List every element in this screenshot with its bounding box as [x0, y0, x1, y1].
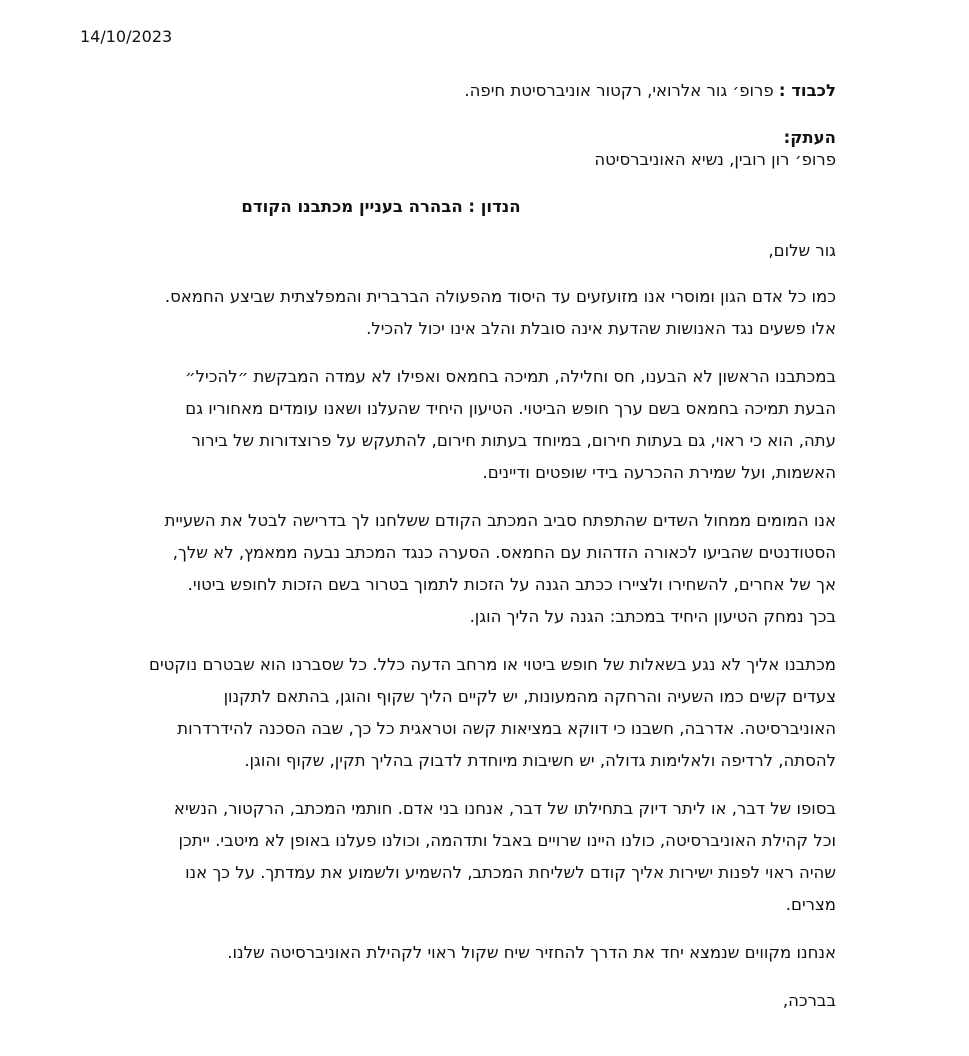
cc-text: פרופ׳ רון רובין, נשיא האוניברסיטה: [594, 150, 836, 169]
paragraph-line: להסתה, לרדיפה ולאלימות גדולה, יש חשיבות מיוחדת לדבוק בהליך תקין, שקוף והוגן.: [244, 751, 836, 770]
paragraph-line: הבעת תמיכה בחמאס בשם ערך חופש הביטוי. הטיעון היחיד שהעלנו ושאנו עומדים מאחוריו גם: [185, 399, 836, 418]
letter-body: [66, 75, 836, 1017]
paragraph: [66, 281, 836, 345]
paragraph-line: כמו כל אדם הגון ומוסרי אנו מזועזעים עד היסוד מהפעולה הברברית והמפלצתית שביצע החמאס.: [164, 287, 836, 306]
closing: בברכה,: [782, 991, 836, 1010]
cc-label: העתק:: [783, 128, 836, 147]
letter-date: 14/10/2023: [80, 27, 173, 46]
addressee-line: [66, 75, 836, 107]
paragraph: [66, 505, 836, 633]
paragraph-line: עתה, הוא כי ראוי, גם בעתות חירום, במיוחד בעתות חירום, להתעקש על פרוצדורות של בירור: [191, 431, 836, 450]
paragraph: [66, 361, 836, 489]
paragraph-line: מכתבנו אליך לא נגע בשאלות של חופש ביטוי או מרחב הדעה כלל. כל שסברנו הוא שבטרם נוקטים: [149, 655, 836, 674]
paragraph-line: אך של אחרים, להשחירו ולציירו ככתב הגנה על הזכות לתמוך בטרור בשם הזכות לחופש ביטוי.: [187, 575, 836, 594]
greeting: גור שלום,: [768, 241, 836, 260]
paragraph-line: האוניברסיטה. אדרבה, חשבנו כי דווקא במציאות קשה וטראגית כל כך, שבה הסכנה להידרדרות: [177, 719, 836, 738]
paragraph-line: אנחנו מקווים שנמצא יחד את הדרך להחזיר שיח שקול ראוי לקהילת האוניברסיטה שלנו.: [227, 943, 836, 962]
paragraph-line: צעדים קשים כמו השעיה והרחקה מהמעונות, יש לקיים הליך שקוף והוגן, בהתאם לתקנון: [223, 687, 836, 706]
paragraph: [66, 937, 836, 969]
paragraph-line: הסטודנטים שהביעו לכאורה הזדהות עם החמאס. הסערה כנגד המכתב נבעה ממאמץ, לא שלך,: [172, 543, 836, 562]
paragraph-line: בסופו של דבר, או ליתר דיוק בתחילתו של דבר, אנחנו בני אדם. חותמי המכתב, הרקטור, הנשיא: [173, 799, 836, 818]
cc-block: [66, 127, 836, 171]
paragraph-line: אלו פשעים נגד האנושות שהדעת אינה סובלת והלב אינו יכול להכיל.: [366, 319, 836, 338]
paragraph-line: שהיה ראוי לפנות ישירות אליך קודם לשליחת המכתב, להשמיע ולשמוע את עמדתך. על כך אנו: [185, 863, 836, 882]
paragraph-line: האשמות, ועל שמירת ההכרעה בידי שופטים ודיינים.: [482, 463, 836, 482]
paragraph-line: במכתבנו הראשון לא הבענו, חס וחלילה, תמיכה בחמאס ואפילו לא עמדה המבקשת ״להכיל״: [185, 367, 836, 386]
paragraph: [66, 793, 836, 921]
paragraph-line: וכל קהילת האוניברסיטה, כולנו היינו שרויים באבל ותדהמה, וכולנו פעלנו באופן לא מיטבי. ייתכן: [178, 831, 836, 850]
paragraph: [66, 649, 836, 777]
subject-line: הנדון : הבהרה בעניין מכתבנו הקודם: [241, 197, 521, 216]
paragraph-line: בכך נמחק הטיעון היחיד במכתב: הגנה על הליך הוגן.: [469, 607, 836, 626]
addressee-text: פרופ׳ גור אלרואי, רקטור אוניברסיטת חיפה.: [464, 81, 774, 100]
letter-paragraphs: [66, 281, 836, 969]
addressee-label: לכבוד :: [778, 81, 836, 100]
paragraph-line: מצרים.: [785, 895, 836, 914]
paragraph-line: אנו המומים ממחול השדים שהתפתח סביב המכתב הקודם ששלחנו לך בדרישה לבטל את השעיית: [164, 511, 836, 530]
